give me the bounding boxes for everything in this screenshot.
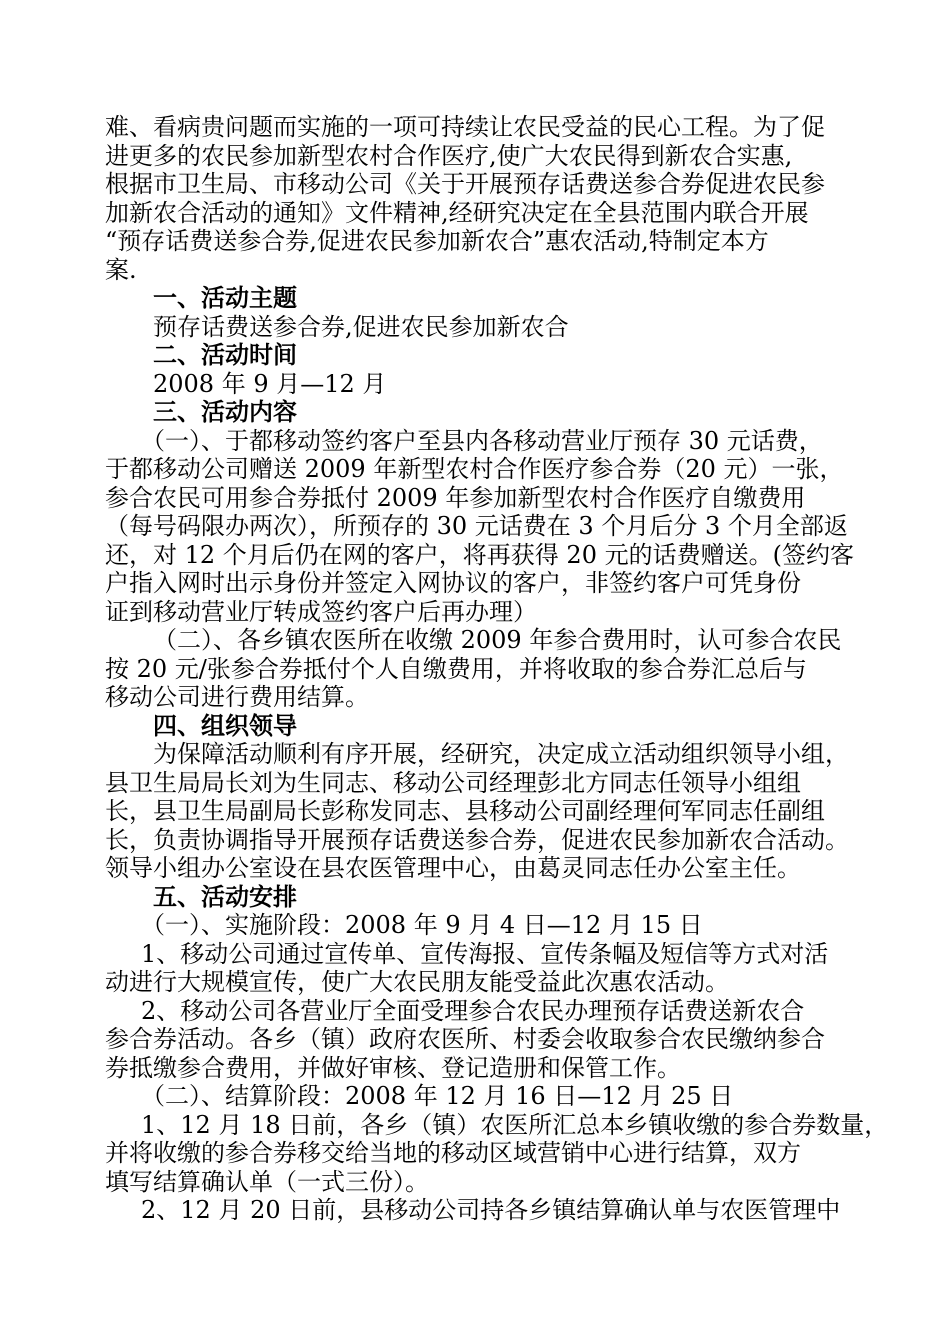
paragraph-line: 2、移动公司各营业厅全面受理参合农民办理预存话费送新农合 <box>141 996 805 1025</box>
paragraph-line: （二）、结算阶段：2008 年 12 月 16 日—12 月 25 日 <box>141 1082 734 1110</box>
paragraph-line: 2、12 月 20 日前，县移动公司持各乡镇结算确认单与农医管理中 <box>141 1196 841 1224</box>
paragraph-line: 参合农民可用参合券抵付 2009 年参加新型农村合作医疗自缴费用 <box>105 483 806 512</box>
paragraph-line: 证到移动营业厅转成签约客户后再办理） <box>105 597 537 626</box>
paragraph-line: 加新农合活动的通知》文件精神,经研究决定在全县范围内联合开展 <box>105 198 809 227</box>
paragraph-line: 为保障活动顺利有序开展，经研究，决定成立活动组织领导小组， <box>153 740 849 768</box>
paragraph-line: 于都移动公司赠送 2009 年新型农村合作医疗参合券（20 元）一张， <box>105 455 844 483</box>
paragraph-line: 参合券活动。各乡（镇）政府农医所、村委会收取参合农民缴纳参合 <box>105 1025 825 1053</box>
paragraph-line: 进更多的农民参加新型农村合作医疗,使广大农民得到新农合实惠, <box>105 141 793 170</box>
document-body <box>105 113 889 1225</box>
paragraph-line: （一）、于都移动签约客户至县内各移动营业厅预存 30 元话费， <box>141 426 823 455</box>
paragraph-line: （一）、实施阶段：2008 年 9 月 4 日—12 月 15 日 <box>141 911 703 939</box>
paragraph-line: 长，县卫生局副局长彭称发同志、县移动公司副经理何军同志任副组 <box>105 797 825 825</box>
paragraph-line: 难、看病贵问题而实施的一项可持续让农民受益的民心工程。为了促 <box>105 113 825 141</box>
paragraph-line: （每号码限办两次），所预存的 30 元话费在 3 个月后分 3 个月全部返 <box>105 512 848 540</box>
paragraph-line: 2008 年 9 月—12 月 <box>153 369 387 398</box>
paragraph-line: 还，对 12 个月后仍在网的客户，将再获得 20 元的话费赠送。(签约客 <box>105 540 854 569</box>
paragraph-line: 根据市卫生局、市移动公司《关于开展预存话费送参合券促进农民参 <box>105 170 825 198</box>
paragraph-line: 案. <box>105 255 137 284</box>
section-heading: 四、组织领导 <box>153 710 297 740</box>
section-heading: 二、活动时间 <box>153 340 297 369</box>
paragraph-line: 户指入网时出示身份并签定入网协议的客户，非签约客户可凭身份 <box>105 569 801 597</box>
section-heading: 三、活动内容 <box>153 397 297 426</box>
paragraph-line: 并将收缴的参合券移交给当地的移动区域营销中心进行结算，双方 <box>105 1139 801 1167</box>
paragraph-line: 领导小组办公室设在县农医管理中心，由葛灵同志任办公室主任。 <box>105 854 801 882</box>
section-heading: 一、活动主题 <box>153 283 297 312</box>
paragraph-line: 券抵缴参合费用，并做好审核、登记造册和保管工作。 <box>105 1053 681 1082</box>
paragraph-line: 县卫生局局长刘为生同志、移动公司经理彭北方同志任领导小组组 <box>105 768 801 797</box>
paragraph-line: 按 20 元/张参合券抵付个人自缴费用，并将收取的参合券汇总后与 <box>105 654 807 683</box>
paragraph-line: （二）、各乡镇农医所在收缴 2009 年参合费用时，认可参合农民 <box>153 626 842 654</box>
paragraph-line: 动进行大规模宣传，使广大农民朋友能受益此次惠农活动。 <box>105 968 729 996</box>
paragraph-line: “预存话费送参合券,促进农民参加新农合”惠农活动,特制定本方 <box>105 227 769 255</box>
section-heading: 五、活动安排 <box>153 881 297 911</box>
paragraph-line: 1、移动公司通过宣传单、宣传海报、宣传条幅及短信等方式对活 <box>141 939 829 968</box>
paragraph-line: 移动公司进行费用结算。 <box>105 683 369 711</box>
paragraph-line: 预存话费送参合券,促进农民参加新农合 <box>153 312 569 341</box>
paragraph-line: 填写结算确认单（一式三份）。 <box>105 1167 429 1196</box>
paragraph-line: 1、12 月 18 日前，各乡（镇）农医所汇总本乡镇收缴的参合券数量， <box>141 1110 889 1139</box>
paragraph-line: 长，负责协调指导开展预存话费送参合券，促进农民参加新农合活动。 <box>105 825 849 854</box>
